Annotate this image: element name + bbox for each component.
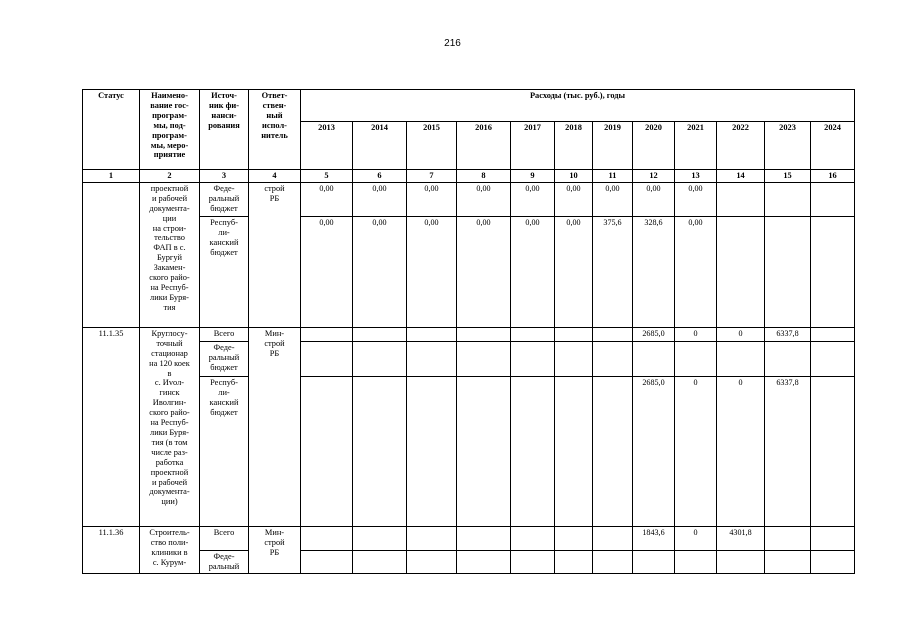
- value-2019: 375,6: [593, 216, 633, 327]
- year-2017: 2017: [511, 122, 555, 170]
- value-2018: [555, 341, 593, 376]
- value-2024: [811, 327, 855, 341]
- value-2013: 0,00: [301, 182, 353, 216]
- value-2019: [593, 526, 633, 550]
- page-number: 216: [444, 38, 461, 49]
- value-2017: [511, 327, 555, 341]
- year-2023: 2023: [765, 122, 811, 170]
- value-2015: 0,00: [407, 182, 457, 216]
- header-name: Наимено- вание гос- програм- мы, под- програм- мы, меро- приятие: [140, 90, 200, 170]
- value-2013: [301, 526, 353, 550]
- table-row: [83, 526, 855, 550]
- value-2020: 2685,0: [633, 376, 675, 526]
- year-2024: 2024: [811, 122, 855, 170]
- value-2023: [765, 182, 811, 216]
- value-2015: 0,00: [407, 216, 457, 327]
- column-number: 3: [200, 170, 249, 183]
- funding-source: Всего: [200, 526, 249, 550]
- value-2024: [811, 376, 855, 526]
- value-2022: 0: [717, 376, 765, 526]
- value-2016: 0,00: [457, 216, 511, 327]
- value-2019: [593, 550, 633, 573]
- value-2016: 0,00: [457, 182, 511, 216]
- funding-source: Феде- ральный бюджет: [200, 341, 249, 376]
- value-2020: 328,6: [633, 216, 675, 327]
- value-2016: [457, 376, 511, 526]
- status-code: 11.1.35: [83, 327, 140, 526]
- year-2021: 2021: [675, 122, 717, 170]
- status-cell: [83, 182, 140, 327]
- value-2014: [353, 327, 407, 341]
- budget-table: [82, 89, 855, 574]
- column-number: 15: [765, 170, 811, 183]
- value-2015: [407, 526, 457, 550]
- value-2023: 6337,8: [765, 327, 811, 341]
- value-2021: [675, 550, 717, 573]
- value-2024: [811, 216, 855, 327]
- value-2014: 0,00: [353, 216, 407, 327]
- value-2021: 0: [675, 376, 717, 526]
- value-2014: [353, 341, 407, 376]
- column-number: 8: [457, 170, 511, 183]
- year-2014: 2014: [353, 122, 407, 170]
- value-2016: [457, 341, 511, 376]
- value-2020: 0,00: [633, 182, 675, 216]
- value-2018: [555, 376, 593, 526]
- value-2024: [811, 550, 855, 573]
- value-2018: [555, 550, 593, 573]
- value-2013: [301, 376, 353, 526]
- value-2024: [811, 341, 855, 376]
- year-2015: 2015: [407, 122, 457, 170]
- value-2022: [717, 182, 765, 216]
- measure-name: Строитель- ство поли- клиники в с. Курум-: [140, 526, 200, 573]
- year-2020: 2020: [633, 122, 675, 170]
- value-2013: [301, 327, 353, 341]
- value-2022: 4301,8: [717, 526, 765, 550]
- value-2022: 0: [717, 327, 765, 341]
- column-number: 12: [633, 170, 675, 183]
- year-2016: 2016: [457, 122, 511, 170]
- value-2024: [811, 182, 855, 216]
- year-2019: 2019: [593, 122, 633, 170]
- value-2014: [353, 376, 407, 526]
- column-number: 2: [140, 170, 200, 183]
- value-2016: [457, 526, 511, 550]
- column-number: 4: [249, 170, 301, 183]
- value-2020: [633, 341, 675, 376]
- measure-name: проектной и рабочей документа- ции на строи- тельство ФАП в с. Бургуй Закамен- ского райо- на Респуб- лики Буря- тия: [140, 182, 200, 327]
- responsible-executor: Мин- строй РБ: [249, 526, 301, 573]
- value-2022: [717, 216, 765, 327]
- value-2017: [511, 341, 555, 376]
- value-2016: [457, 327, 511, 341]
- column-number: 6: [353, 170, 407, 183]
- column-number: 16: [811, 170, 855, 183]
- value-2019: [593, 327, 633, 341]
- column-number: 1: [83, 170, 140, 183]
- status-code: 11.1.36: [83, 526, 140, 573]
- value-2020: 2685,0: [633, 327, 675, 341]
- value-2013: [301, 550, 353, 573]
- funding-source: Респуб- ли- канский бюджет: [200, 216, 249, 327]
- value-2017: [511, 550, 555, 573]
- value-2014: 0,00: [353, 182, 407, 216]
- header-status: Статус: [83, 90, 140, 170]
- column-number: 11: [593, 170, 633, 183]
- value-2023: [765, 550, 811, 573]
- value-2023: [765, 526, 811, 550]
- funding-source: Феде- ральный: [200, 550, 249, 573]
- value-2013: [301, 341, 353, 376]
- value-2023: 6337,8: [765, 376, 811, 526]
- column-number: 5: [301, 170, 353, 183]
- value-2017: [511, 526, 555, 550]
- column-number: 14: [717, 170, 765, 183]
- value-2014: [353, 526, 407, 550]
- column-number: 9: [511, 170, 555, 183]
- value-2021: 0,00: [675, 182, 717, 216]
- table-row: [83, 182, 855, 216]
- value-2023: [765, 216, 811, 327]
- responsible-executor: Мин- строй РБ: [249, 327, 301, 526]
- measure-name: Круглосу- точный стационар на 120 коек в с. Иvол- гинск Иволгин- ского райо- на Респуб- лики Буря- тия (в том числе раз- работка проектной и рабочей документа- ции): [140, 327, 200, 526]
- value-2020: 1843,6: [633, 526, 675, 550]
- column-number: 7: [407, 170, 457, 183]
- value-2019: 0,00: [593, 182, 633, 216]
- funding-source: Феде- ральный бюджет: [200, 182, 249, 216]
- funding-source: Всего: [200, 327, 249, 341]
- value-2021: 0: [675, 327, 717, 341]
- column-number: 13: [675, 170, 717, 183]
- value-2017: 0,00: [511, 216, 555, 327]
- value-2013: 0,00: [301, 216, 353, 327]
- value-2016: [457, 550, 511, 573]
- value-2018: 0,00: [555, 182, 593, 216]
- header-executor: Ответ- ствен- ный испол- нитель: [249, 90, 301, 170]
- value-2019: [593, 341, 633, 376]
- value-2015: [407, 341, 457, 376]
- value-2022: [717, 341, 765, 376]
- year-2018: 2018: [555, 122, 593, 170]
- value-2015: [407, 550, 457, 573]
- value-2017: 0,00: [511, 182, 555, 216]
- responsible-executor: строй РБ: [249, 182, 301, 327]
- value-2022: [717, 550, 765, 573]
- column-number: 10: [555, 170, 593, 183]
- value-2021: 0: [675, 526, 717, 550]
- header-source: Источ- ник фи- нанси- рования: [200, 90, 249, 170]
- header-expenses: Расходы (тыс. руб.), годы: [301, 90, 855, 122]
- value-2018: 0,00: [555, 216, 593, 327]
- value-2019: [593, 376, 633, 526]
- value-2015: [407, 327, 457, 341]
- year-2022: 2022: [717, 122, 765, 170]
- table-row: [83, 327, 855, 341]
- value-2024: [811, 526, 855, 550]
- value-2023: [765, 341, 811, 376]
- value-2014: [353, 550, 407, 573]
- value-2021: [675, 341, 717, 376]
- value-2021: 0,00: [675, 216, 717, 327]
- value-2018: [555, 526, 593, 550]
- value-2020: [633, 550, 675, 573]
- value-2015: [407, 376, 457, 526]
- value-2018: [555, 327, 593, 341]
- value-2017: [511, 376, 555, 526]
- year-2013: 2013: [301, 122, 353, 170]
- funding-source: Респуб- ли- канский бюджет: [200, 376, 249, 526]
